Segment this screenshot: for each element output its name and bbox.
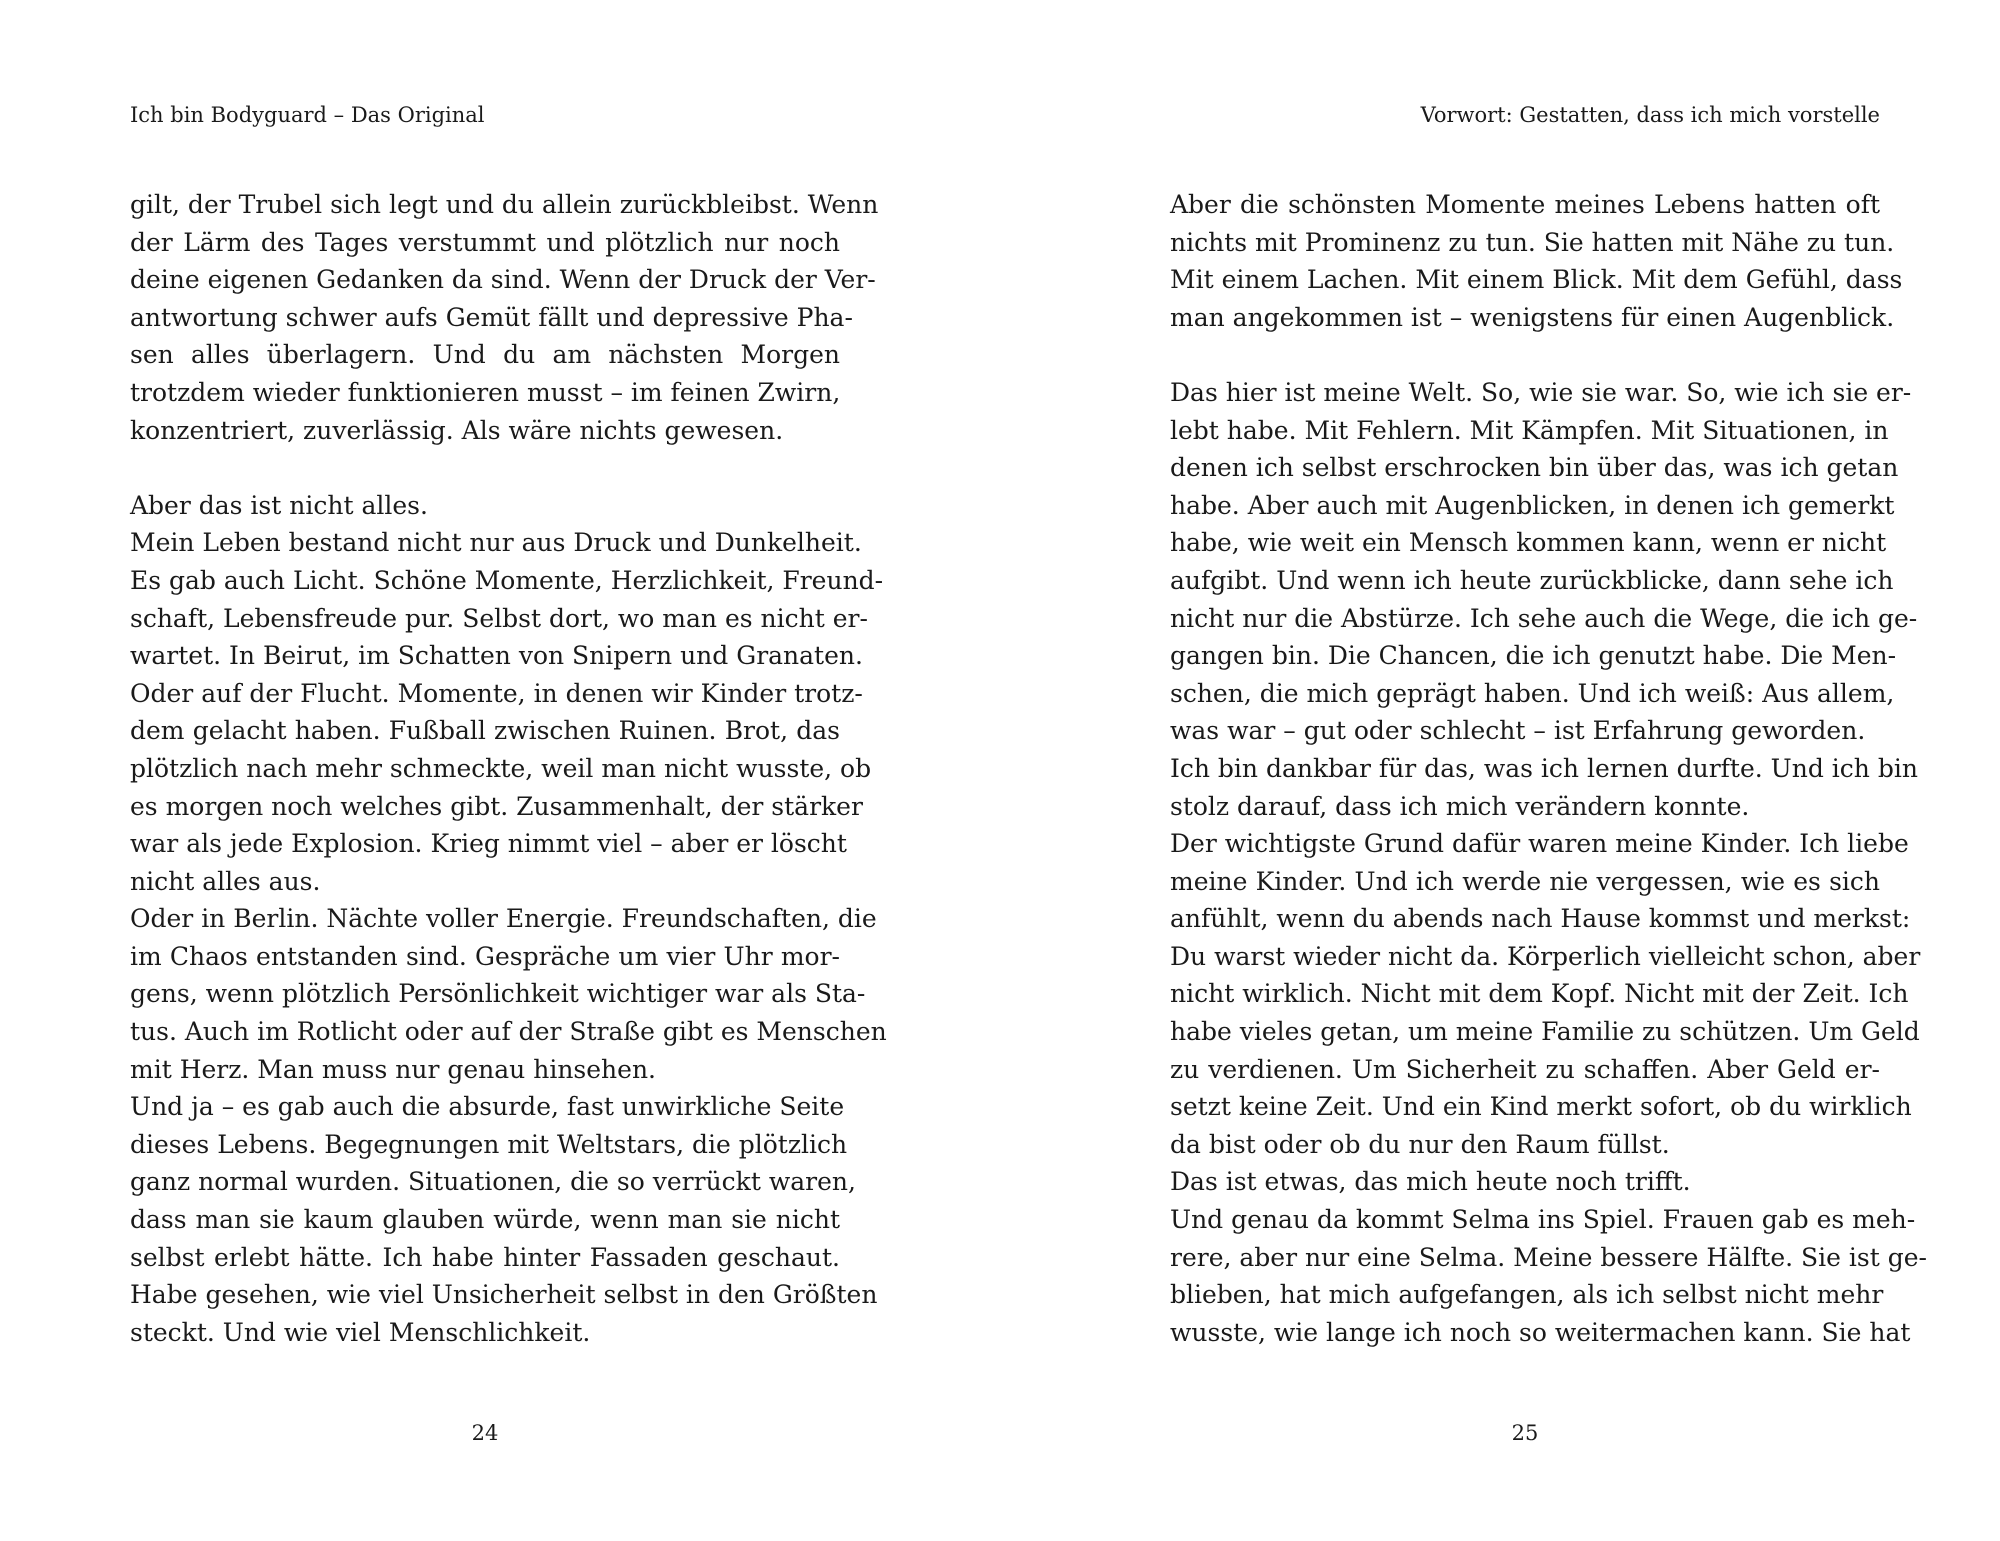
text-line: nicht alles aus.	[130, 866, 321, 896]
text-line: Habe gesehen, wie viel Unsicherheit selbst in den Größten	[130, 1280, 878, 1310]
right-page-body-text	[1170, 186, 1927, 1351]
text-line: denen ich selbst erschrocken bin über das, was ich getan	[1170, 453, 1899, 483]
text-line: Aber die schönsten Momente meines Lebens hatten oft	[1170, 190, 1880, 219]
right-page	[1170, 0, 1927, 1541]
text-line: tus. Auch im Rotlicht oder auf der Straße gibt es Menschen	[130, 1017, 887, 1047]
text-line: Ich bin dankbar für das, was ich lernen durfte. Und ich bin	[1170, 753, 1918, 783]
text-line: man angekommen ist – wenigstens für einen Augenblick.	[1170, 302, 1895, 332]
text-line: anfühlt, wenn du abends nach Hause kommst und merkst:	[1170, 904, 1911, 934]
text-line: schaft, Lebensfreude pur. Selbst dort, wo man es nicht er-	[130, 603, 868, 633]
text-line: dass man sie kaum glauben würde, wenn man sie nicht	[130, 1205, 840, 1235]
text-line: habe vieles getan, um meine Familie zu schützen. Um Geld	[1170, 1017, 1920, 1047]
text-line: gangen bin. Die Chancen, die ich genutzt habe. Die Men-	[1170, 641, 1897, 671]
text-line: ganz normal wurden. Situationen, die so verrückt waren,	[130, 1167, 856, 1197]
paragraph-spacer	[1170, 336, 1880, 374]
text-line: zu verdienen. Um Sicherheit zu schaffen. Aber Geld er-	[1170, 1054, 1880, 1084]
left-page	[130, 0, 887, 1541]
text-line: meine Kinder. Und ich werde nie vergessen, wie es sich	[1170, 866, 1880, 896]
text-line: mit Herz. Man muss nur genau hinsehen.	[130, 1054, 656, 1084]
text-line: trotzdem wieder funktionieren musst – im feinen Zwirn,	[130, 377, 841, 407]
text-line: Oder auf der Flucht. Momente, in denen wir Kinder trotz-	[130, 678, 863, 708]
page-number-left: 24	[471, 1421, 499, 1445]
text-line: selbst erlebt hätte. Ich habe hinter Fassaden geschaut.	[130, 1242, 840, 1272]
text-line: sen alles überlagern. Und du am nächsten Morgen	[130, 340, 840, 370]
text-line: war als jede Explosion. Krieg nimmt viel – aber er löscht	[130, 829, 847, 859]
text-line: aufgibt. Und wenn ich heute zurückblicke, dann sehe ich	[1170, 565, 1894, 595]
text-line: im Chaos entstanden sind. Gespräche um vier Uhr mor-	[130, 941, 840, 971]
text-line: konzentriert, zuverlässig. Als wäre nichts gewesen.	[130, 415, 784, 445]
paragraph-spacer	[130, 449, 840, 487]
text-line: Das ist etwas, das mich heute noch trifft.	[1170, 1167, 1691, 1197]
text-line: Und genau da kommt Selma ins Spiel. Frauen gab es meh-	[1170, 1205, 1916, 1235]
text-line: Mein Leben bestand nicht nur aus Druck und Dunkelheit.	[130, 528, 862, 558]
text-line: wartet. In Beirut, im Schatten von Snipern und Granaten.	[130, 641, 863, 671]
text-line: Oder in Berlin. Nächte voller Energie. Freundschaften, die	[130, 904, 877, 934]
text-line: stolz darauf, dass ich mich verändern konnte.	[1170, 791, 1750, 821]
text-line: gilt, der Trubel sich legt und du allein zurückbleibst. Wenn	[130, 190, 879, 219]
text-line: da bist oder ob du nur den Raum füllst.	[1170, 1129, 1670, 1159]
text-line: nicht nur die Abstürze. Ich sehe auch die Wege, die ich ge-	[1170, 603, 1918, 633]
text-line: blieben, hat mich aufgefangen, als ich selbst nicht mehr	[1170, 1280, 1884, 1310]
running-head-right: Vorwort: Gestatten, dass ich mich vorstelle	[1420, 103, 1880, 127]
text-line: gens, wenn plötzlich Persönlichkeit wichtiger war als Sta-	[130, 979, 866, 1009]
text-line: plötzlich nach mehr schmeckte, weil man nicht wusste, ob	[130, 753, 872, 783]
text-line: lebt habe. Mit Fehlern. Mit Kämpfen. Mit Situationen, in	[1170, 415, 1889, 445]
text-line: nicht wirklich. Nicht mit dem Kopf. Nicht mit der Zeit. Ich	[1170, 979, 1909, 1009]
text-line: Aber das ist nicht alles.	[130, 490, 428, 520]
left-page-body-text	[130, 186, 887, 1351]
text-line: Es gab auch Licht. Schöne Momente, Herzlichkeit, Freund-	[130, 565, 884, 595]
page-number-right: 25	[1511, 1421, 1539, 1445]
running-head-left: Ich bin Bodyguard – Das Original	[130, 103, 485, 127]
text-line: Und ja – es gab auch die absurde, fast unwirkliche Seite	[130, 1092, 845, 1122]
text-line: nichts mit Prominenz zu tun. Sie hatten mit Nähe zu tun.	[1170, 227, 1895, 257]
text-line: dem gelacht haben. Fußball zwischen Ruinen. Brot, das	[130, 716, 840, 746]
text-line: was war – gut oder schlecht – ist Erfahrung geworden.	[1170, 716, 1866, 746]
text-line: habe. Aber auch mit Augenblicken, in denen ich gemerkt	[1170, 490, 1895, 520]
text-line: rere, aber nur eine Selma. Meine bessere Hälfte. Sie ist ge-	[1170, 1242, 1927, 1272]
text-line: wusste, wie lange ich noch so weitermachen kann. Sie hat	[1170, 1317, 1911, 1347]
text-line: dieses Lebens. Begegnungen mit Weltstars, die plötzlich	[130, 1129, 848, 1159]
text-line: der Lärm des Tages verstummt und plötzlich nur noch	[130, 227, 840, 257]
text-line: es morgen noch welches gibt. Zusammenhalt, der stärker	[130, 791, 863, 821]
text-line: steckt. Und wie viel Menschlichkeit.	[130, 1317, 591, 1347]
text-line: antwortung schwer aufs Gemüt fällt und depressive Pha-	[130, 302, 853, 332]
text-line: Du warst wieder nicht da. Körperlich vielleicht schon, aber	[1170, 941, 1921, 971]
text-line: Mit einem Lachen. Mit einem Blick. Mit dem Gefühl, dass	[1170, 265, 1903, 295]
text-line: setzt keine Zeit. Und ein Kind merkt sofort, ob du wirklich	[1170, 1092, 1912, 1122]
text-line: Das hier ist meine Welt. So, wie sie war. So, wie ich sie er-	[1170, 377, 1912, 407]
text-line: Der wichtigste Grund dafür waren meine Kinder. Ich liebe	[1170, 829, 1909, 859]
text-line: deine eigenen Gedanken da sind. Wenn der Druck der Ver-	[130, 265, 876, 295]
text-line: schen, die mich geprägt haben. Und ich weiß: Aus allem,	[1170, 678, 1895, 708]
text-line: habe, wie weit ein Mensch kommen kann, wenn er nicht	[1170, 528, 1887, 558]
